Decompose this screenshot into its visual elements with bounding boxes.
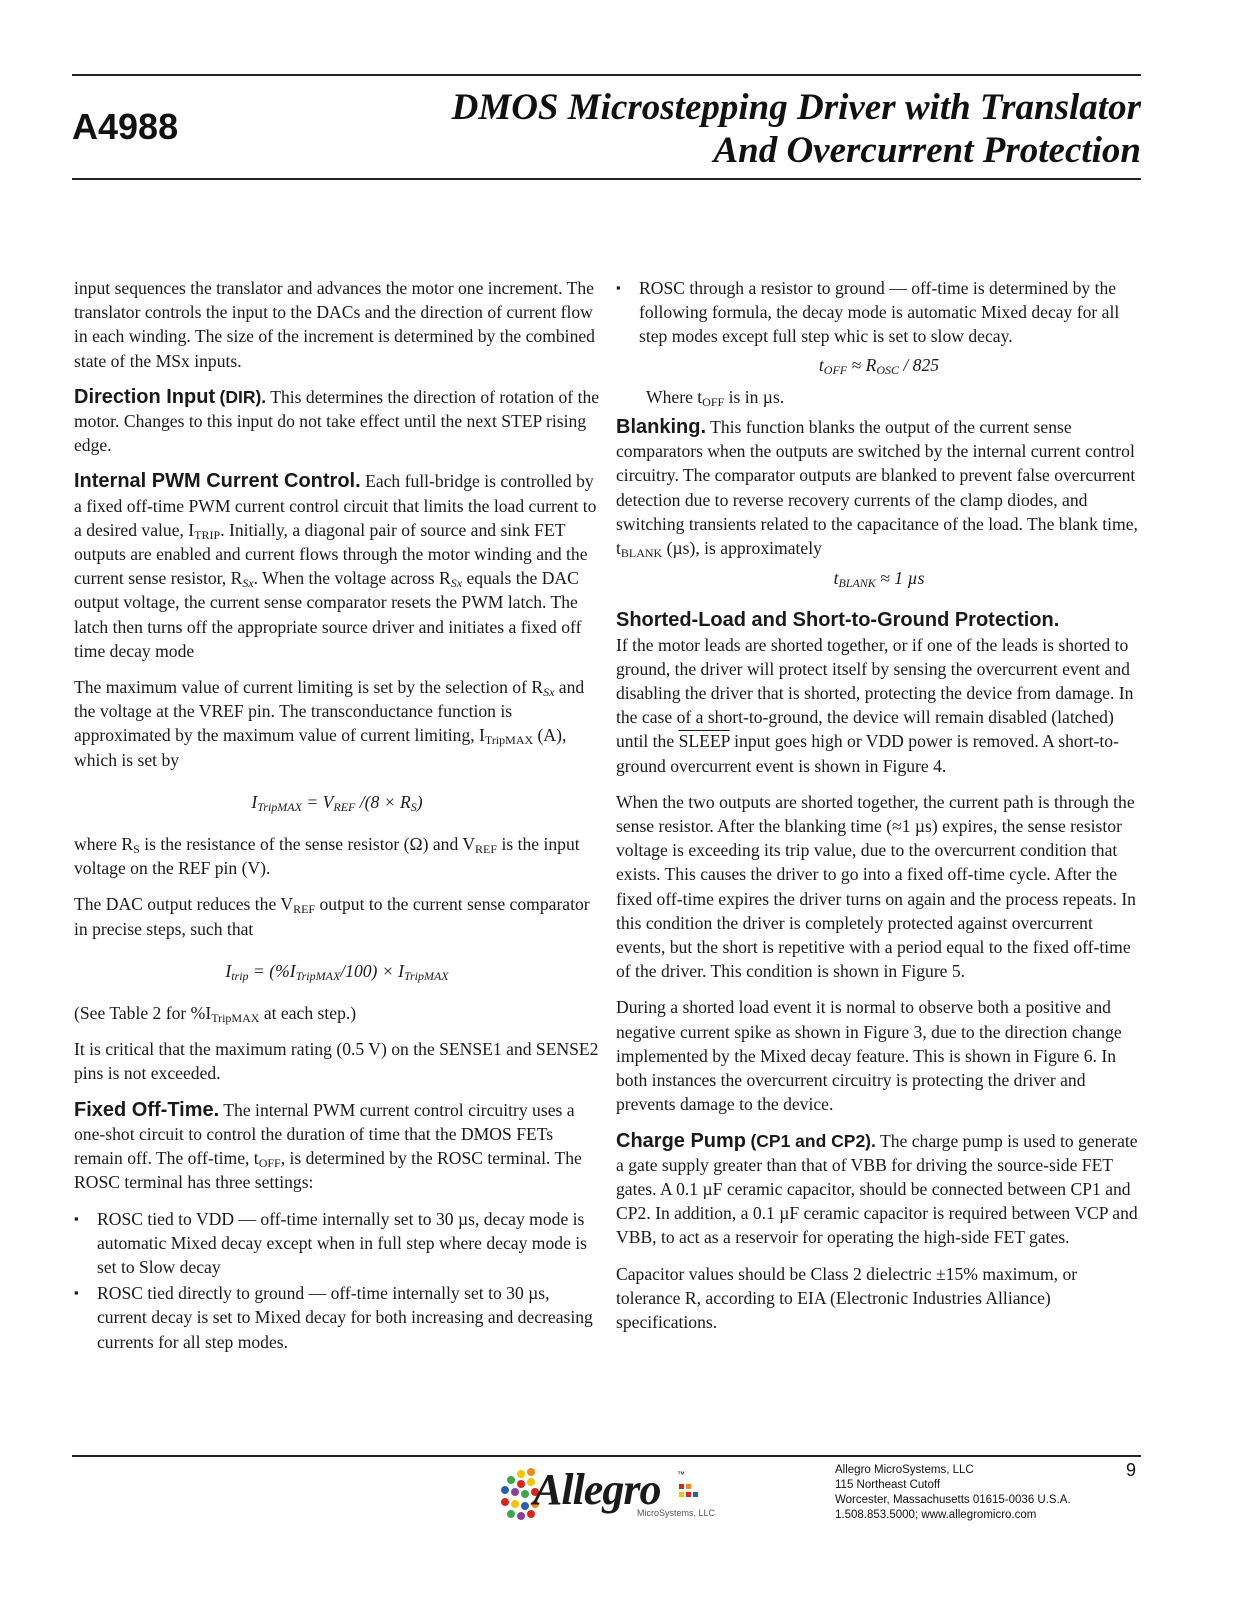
see-sub: TripMAX: [211, 1011, 260, 1026]
dac-1: The DAC output reduces the V: [74, 894, 294, 915]
f4-t: t: [833, 568, 839, 589]
f4-sub: BLANK: [838, 576, 876, 591]
paragraph-direction-input: [74, 385, 600, 458]
short-text-1: If the motor leads are shorted together, or if one of the leads is shorted to ground, the driver will protect itself by sensing the overcurrent event and disabling the driver that is shorted, protecting the device from damage. In the case of a short-to-ground, the device will remain disabled (latched) until the: [616, 634, 1134, 752]
f1-sub-tripmax: TripMAX: [257, 799, 302, 814]
pwm-text-3: . When the voltage across R: [253, 568, 451, 589]
formula-itrip: [74, 959, 600, 983]
paragraph-critical: It is critical that the maximum rating (0.5 V) on the SENSE1 and SENSE2 pins is not exceeded.: [74, 1039, 599, 1084]
where-sub-ref: REF: [475, 842, 498, 857]
list-item: ▪ ROSC tied directly to ground — off-time internally set to 30 µs, current decay is set to Mixed decay for both increasing and decreasing currents for all step modes.: [74, 1281, 600, 1354]
f3-t: t: [818, 354, 824, 375]
offtime-text-1: The internal PWM current control circuitry uses a one-shot circuit to control the duration of time that the DMOS FETs remain off. The off-time, t: [74, 1099, 575, 1169]
logo-wordmark: Allegro: [533, 1465, 661, 1514]
paragraph-see-table: [74, 1001, 600, 1025]
allegro-logo: [497, 1462, 717, 1526]
f4-end: ≈ 1 µs: [875, 568, 925, 589]
direction-input-text: This determines the direction of rotation of the motor. Changes to this input do not take effect until the next STEP rising edge.: [74, 386, 600, 456]
page-number: 9: [1126, 1460, 1137, 1480]
paragraph-two-outputs: When the two outputs are shorted together, the current path is through the sense resistor. After the blanking time (≈1 µs) expires, the sense resistor voltage is exceeding its trip value, due to the overcurrent condition that exists. This causes the driver to go into a fixed off-time cycle. After the fixed off-time expires the driver turns on again and the process repeats. In this condition the driver is completely protected against overcurrent events, but the short is repetitive with a period equal to the fixed off-time of the driver. This condition is shown in Figure 5.: [616, 791, 1136, 982]
where-sub-s: S: [133, 842, 140, 857]
paragraph-blanking: [616, 415, 1142, 560]
where-2: is the resistance of the sense resistor (Ω) and V: [139, 834, 476, 855]
address-line: 1.508.853.5000; www.allegromicro.com: [835, 1509, 1037, 1521]
header-rule-top: [72, 74, 1141, 76]
f3-mid: ≈ R: [847, 354, 877, 375]
title-line-2: And Overcurrent Protection: [713, 130, 1141, 171]
pwm-sub-sx: Sx: [242, 576, 254, 591]
paragraph-intro: input sequences the translator and advances the motor one increment. The translator controls the input to the DACs and the direction of current flow in each winding. The size of the increment is determined by the combined state of the MSx inputs.: [74, 278, 595, 371]
paragraph-short-protection: [616, 633, 1142, 778]
where-toff-1: Where t: [646, 386, 703, 407]
see-2: at each step.): [259, 1003, 357, 1024]
heading-charge-pump: Charge Pump: [616, 1129, 747, 1152]
formula-toff: [616, 353, 1142, 377]
pwm-text-1: Each full-bridge is controlled by a fixed off-time PWM current control circuit that limits the load current to a desired value, I: [74, 471, 597, 540]
where-toff-2: is in µs.: [724, 386, 785, 407]
list-item: ▪ ROSC through a resistor to ground — off-time is determined by the following formula, the decay mode is automatic Mixed decay for all step modes except full step whic is set to slow decay.: [616, 276, 1142, 349]
max-text-3: (A), which is set by: [74, 725, 567, 770]
where-3: is the input voltage on the REF pin (V).: [74, 834, 580, 879]
f2-mid: = (%I: [248, 960, 296, 981]
f2-sub-trip: trip: [231, 968, 249, 983]
heading-short-protection: Shorted-Load and Short-to-Ground Protection.: [616, 609, 1060, 632]
f3-sub-off: OFF: [823, 362, 848, 377]
heading-pwm-control: Internal PWM Current Control.: [74, 470, 361, 493]
f2-mid2: /100) × I: [340, 960, 404, 981]
header-rule-bottom: [72, 178, 1141, 180]
f2-sub-tripmax-2: TripMAX: [403, 968, 449, 983]
list-item: ▪ ROSC tied to VDD — off-time internally set to 30 µs, decay mode is automatic Mixed decay except when in full step where decay mode is set to Slow decay: [74, 1207, 600, 1280]
pwm-sub-sx-2: Sx: [450, 576, 463, 591]
paragraph-where-toff: [616, 385, 1142, 409]
blank-sub: BLANK: [620, 546, 663, 561]
offtime-sub: OFF: [258, 1156, 281, 1171]
paragraph-dac-output: [74, 892, 600, 940]
title-line-1: DMOS Microstepping Driver with Translator: [451, 87, 1141, 128]
paragraph-fixed-off-time: [74, 1098, 600, 1195]
address-line: Allegro MicroSystems, LLC: [835, 1464, 974, 1476]
footer-rule: [72, 1455, 1141, 1457]
where-1: where R: [74, 834, 134, 855]
max-text-1: The maximum value of current limiting is set by the selection of R: [74, 677, 544, 698]
heading-direction-input: Direction Input: [74, 385, 216, 408]
f1-eq: = V: [301, 791, 334, 812]
paragraph-where-rs: [74, 832, 600, 880]
sleep-pin: SLEEP: [678, 731, 730, 752]
rosc-settings-list-cont: [616, 276, 1142, 349]
max-sub-tripmax: TripMAX: [484, 733, 534, 748]
pwm-sub-trip: TRIP: [194, 527, 221, 542]
max-sub-sx: Sx: [543, 685, 555, 700]
where-toff-sub: OFF: [702, 394, 725, 409]
paragraph-capacitor: Capacitor values should be Class 2 dielectric ±15% maximum, or tolerance R, according to EIA (Electronic Industries Alliance) specifications.: [616, 1263, 1078, 1332]
paragraph-pwm-control: [74, 469, 600, 663]
offtime-text-2: , is determined by the ROSC terminal. The ROSC terminal has three settings:: [74, 1148, 582, 1193]
f1-mid: /(8 × R: [355, 791, 411, 812]
max-text-2: and the voltage at the VREF pin. The transconductance function is approximated by the maximum value of current limiting, I: [74, 677, 585, 746]
blank-text-1: This function blanks the output of the current sense comparators when the outputs are switched by the internal current control circuitry. The comparator outputs are blanked to prevent false overcurrent detection due to reverse recovery currents of the clamp diodes, and switching transients related to the capacitance of the load. The blank time, t: [616, 417, 1138, 559]
left-column: [74, 276, 600, 1362]
logo-trademark: ™: [677, 1470, 685, 1479]
f1-end: ): [416, 791, 423, 812]
f1-sub-ref: REF: [333, 799, 356, 814]
f3-sub-osc: OSC: [876, 362, 899, 377]
f2-sub-tripmax: TripMAX: [295, 968, 341, 983]
address-line: 115 Northeast Cutoff: [835, 1479, 941, 1491]
f3-end: / 825: [899, 354, 940, 375]
dac-2: output to the current sense comparator in precise steps, such that: [74, 894, 590, 939]
pwm-text-2: . Initially, a diagonal pair of source and sink FET outputs are enabled and current flows through the motor winding and the current sense resistor, R: [74, 519, 588, 589]
heading-charge-pump-pins: (CP1 and CP2).: [750, 1130, 876, 1151]
blank-text-2: (µs), is approximately: [662, 538, 822, 559]
part-number: A4988: [72, 106, 179, 147]
pwm-text-4: equals the DAC output voltage, the current sense comparator resets the PWM latch. The latch then turns off the appropriate source driver and initiates a fixed off time decay mode: [74, 568, 582, 661]
f1-i: I: [251, 791, 258, 812]
formula-tblank: [616, 566, 1142, 590]
heading-blanking: Blanking.: [616, 416, 707, 439]
f1-sub-s: S: [410, 799, 417, 814]
dac-sub-ref: REF: [293, 902, 316, 917]
address-line: Worcester, Massachusetts 01615-0036 U.S.A.: [835, 1494, 1071, 1506]
formula-itripmax: [74, 790, 600, 814]
paragraph-shorted-load: During a shorted load event it is normal to observe both a positive and negative current spike as shown in Figure 3, due to the direction change implemented by the Mixed decay feature. This is shown in Figure 6. In both instances the overcurrent circuitry is protecting the driver and prevents damage to the device.: [616, 997, 1122, 1115]
heading-direction-input-pin: (DIR).: [219, 386, 267, 407]
charge-pump-text: The charge pump is used to generate a gate supply greater than that of VBB for driving the source-side FET gates. A 0.1 µF ceramic capacitor, should be connected between CP1 and CP2. In addition, a 0.1 µF ceramic capacitor is required between VCP and VBB, to act as a reservoir for operating the high-side FET gates.: [616, 1130, 1138, 1248]
page-title: [452, 86, 1141, 172]
logo-subtitle: MicroSystems, LLC: [637, 1508, 716, 1518]
see-1: (See Table 2 for %I: [74, 1003, 212, 1024]
paragraph-max-current: [74, 675, 600, 772]
short-text-2: input goes high or VDD power is removed. A short-to-ground overcurrent event is shown in Figure 4.: [616, 731, 1119, 776]
paragraph-charge-pump: [616, 1129, 1142, 1250]
company-address: [835, 1463, 1071, 1523]
right-column: [616, 276, 1142, 1346]
heading-fixed-off-time: Fixed Off-Time.: [74, 1098, 220, 1121]
rosc-settings-list: [74, 1207, 600, 1354]
f2-i: I: [225, 960, 232, 981]
